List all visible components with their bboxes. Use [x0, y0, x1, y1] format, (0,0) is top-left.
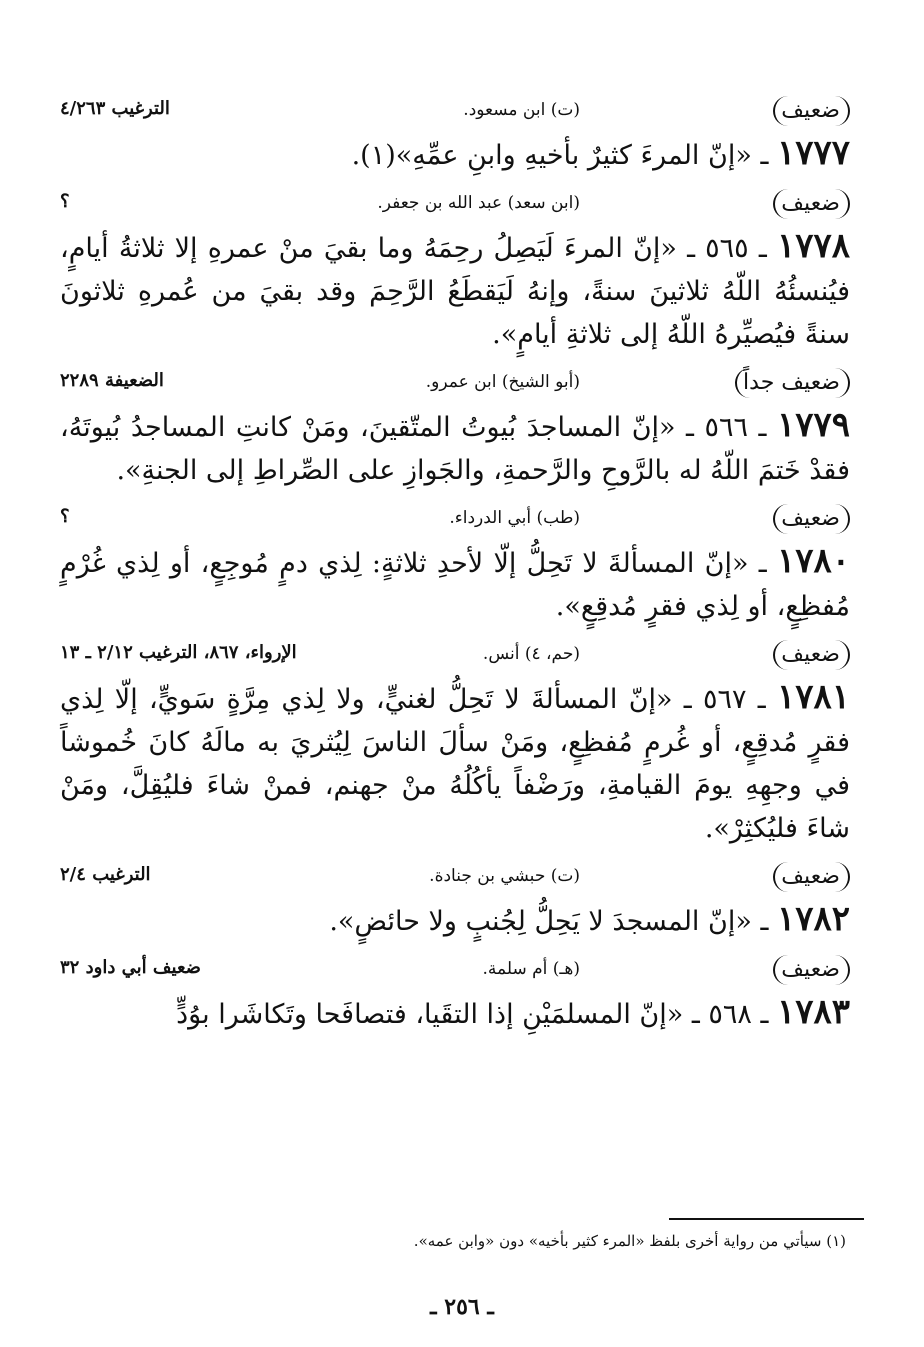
grade-row: [60, 856, 850, 898]
source-label: (أبو الشيخ) ابن عمرو.: [425, 372, 580, 392]
grade-row: [60, 90, 850, 132]
hadith-entry: [60, 225, 850, 356]
hadith-dash: ـ: [751, 906, 769, 937]
grade-label: ضعيف: [773, 96, 850, 126]
hadith-number: ١٧٨٣: [776, 992, 850, 1032]
hadith-number: ١٧٨١: [776, 677, 850, 717]
grade-label: ضعيف: [773, 955, 850, 985]
grade-row: [60, 634, 850, 676]
reference-label: ؟: [60, 506, 70, 527]
grade-row: [60, 183, 850, 225]
hadith-text: ٥٦٨ ـ «إنّ المسلمَيْنِ إذا التقَيا، فتصافَحا وتَكاشَرا بوُدٍّ: [176, 999, 752, 1030]
hadith-entry: [60, 132, 850, 177]
grade-label: ضعيف: [773, 640, 850, 670]
hadith-dash: ـ: [751, 140, 769, 171]
hadith-text: «إنّ المسألةَ لا تَحِلُّ إلّا لأحدِ ثلاثةٍ: لِذي دمٍ مُوجِعٍ، أو لِذي غُرْمٍ مُفظِعٍ، أو لِذي فقرٍ مُدقِعٍ».: [60, 548, 850, 622]
reference-label: الإرواء، ٨٦٧، الترغيب ٢/١٢ ـ ١٣: [60, 642, 297, 663]
hadith-entry: [60, 898, 850, 943]
source-label: (طب) أبي الدرداء.: [449, 508, 580, 528]
hadith-number: ١٧٨٢: [776, 899, 850, 939]
source-label: (ابن سعد) عبد الله بن جعفر.: [377, 193, 580, 213]
reference-label: الضعيفة ٢٢٨٩: [60, 370, 164, 391]
hadith-dash: ـ: [748, 412, 767, 443]
grade-label: ضعيف: [773, 189, 850, 219]
hadith-text: ٥٦٧ ـ «إنّ المسألةَ لا تَحِلُّ لغنيٍّ، ولا لِذي مِرَّةٍ سَويٍّ، إلّا لِذي فقرٍ مُدقِعٍ، أو غُرمٍ مُفظِعٍ، ومَنْ سألَ الناسَ لِيُثريَ به مالَهُ كانَ خُموشاً في وجهِهِ يومَ القيامةِ، ورَضْفاً يأكُلُهُ منْ جهنم، فمنْ شاءَ فليُقِلَّ، ومَنْ شاءَ فليُكثِرْ».: [60, 684, 850, 844]
hadith-number: ١٧٨٠: [776, 541, 850, 581]
reference-label: الترغيب ٢/٤: [60, 864, 151, 885]
source-label: (هـ) أم سلمة.: [482, 959, 580, 979]
hadith-dash: ـ: [746, 684, 766, 715]
source-label: (حم، ٤) أنس.: [482, 644, 580, 664]
reference-label: ضعيف أبي داود ٣٢: [60, 957, 201, 978]
page-number: ـ ٢٥٦ ـ: [430, 1294, 494, 1320]
footnote-divider: [669, 1218, 864, 1220]
grade-row: [60, 498, 850, 540]
grade-label: ضعيف جداً: [735, 368, 850, 398]
grade-row: [60, 949, 850, 991]
hadith-text: «إنّ المسجدَ لا يَحِلُّ لِجُنبٍ ولا حائضٍ».: [329, 906, 752, 937]
hadith-entry: [60, 404, 850, 492]
hadith-dash: ـ: [748, 548, 767, 579]
footnote: (١) سيأتي من رواية أخرى بلفظ «المرء كثير بأخيه» دون «وابن عمه».: [413, 1232, 846, 1250]
hadith-number: ١٧٧٨: [776, 226, 850, 266]
hadith-number: ١٧٧٧: [776, 133, 850, 173]
reference-label: ؟: [60, 191, 70, 212]
hadith-text: ٥٦٦ ـ «إنّ المساجدَ بُيوتُ المتّقينَ، ومَنْ كانتِ المساجدُ بُيوتَهُ، فقدْ خَتمَ اللّهُ له بالرَّوحِ والرَّحمةِ، والجَوازِ على الصِّراطِ إلى الجنةِ».: [60, 412, 850, 486]
grade-row: [60, 362, 850, 404]
hadith-text: ٥٦٥ ـ «إنّ المرءَ لَيَصِلُ رحِمَهُ وما بقيَ منْ عمرهِ إلا ثلاثةُ أيامٍ، فيُنسئُهُ اللّهُ ثلاثينَ سنةً، وإنهُ لَيَقطَعُ الرَّحِمَ وقد بقيَ من عُمرهِ ثلاثونَ سنةً فيُصيِّرهُ اللّهُ إلى ثلاثةِ أيامٍ».: [60, 233, 850, 350]
hadith-text: «إنّ المرءَ كثيرٌ بأخيهِ وابنِ عمِّهِ»(١).: [351, 140, 752, 171]
hadith-entry: [60, 991, 850, 1036]
grade-label: ضعيف: [773, 504, 850, 534]
reference-label: الترغيب ٤/٢٦٣: [60, 98, 170, 119]
source-label: (ت) حبشي بن جنادة.: [429, 866, 580, 886]
page-body: [60, 90, 850, 1290]
hadith-dash: ـ: [751, 999, 769, 1030]
hadith-number: ١٧٧٩: [776, 405, 850, 445]
source-label: (ت) ابن مسعود.: [463, 100, 580, 120]
grade-label: ضعيف: [773, 862, 850, 892]
hadith-entry: [60, 676, 850, 850]
hadith-dash: ـ: [748, 233, 767, 264]
hadith-entry: [60, 540, 850, 628]
